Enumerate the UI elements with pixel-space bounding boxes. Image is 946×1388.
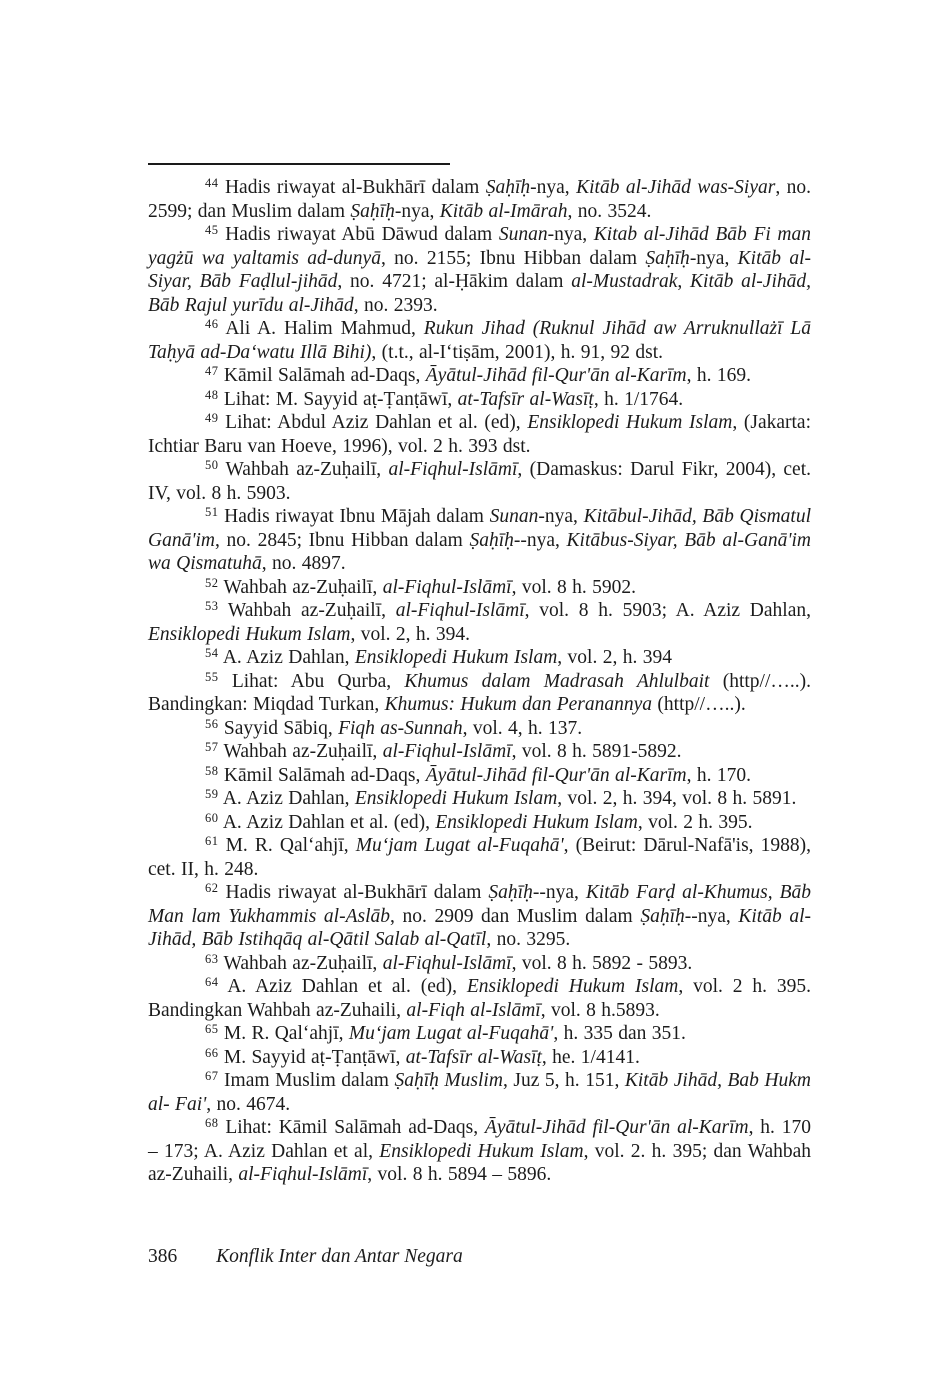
footnote-58 <box>148 764 811 788</box>
footnote-text: , vol. 4, h. 137. <box>462 717 583 739</box>
footnote-text-italic: al-Fiqhul-Islāmī <box>382 576 512 598</box>
footnote-text: , no. 2393. <box>353 294 438 316</box>
footnote-number: 55 <box>205 669 219 684</box>
footnote-number: 64 <box>205 975 219 989</box>
footnote-number: 53 <box>205 599 219 613</box>
footnote-text: , no. 3295. <box>486 929 571 950</box>
footnote-number: 66 <box>205 1045 219 1060</box>
footnote-text: Lihat: Kāmil Salāmah ad-Daqs, <box>225 1117 485 1138</box>
footnote-text: Hadis riwayat Ibnu Mājah dalam <box>224 506 490 527</box>
footnote-67 <box>148 1069 811 1116</box>
footnote-60 <box>148 811 811 835</box>
footnote-text: , no. 2845; Ibnu Hibban dalam <box>215 529 470 551</box>
footnote-text: Hadis riwayat al-Bukhārī dalam <box>224 177 486 198</box>
footnote-text: , vol. 2, h. 394 <box>557 647 672 668</box>
footnote-text: A. Aziz Dahlan, <box>222 647 355 668</box>
footnote-text: -nya, <box>547 224 594 245</box>
footnote-53 <box>148 599 811 646</box>
footnote-text: A. Aziz Dahlan et al. (ed), <box>227 976 467 997</box>
footnote-text-italic: Kitāb Farḍ al-Khumus, Bāb Man lam Yukhammis al-Aslāb <box>148 882 812 927</box>
footnote-text-italic: Ṣaḥīḥ <box>469 529 514 551</box>
footnote-text: A. Aziz Dahlan et al. (ed), <box>222 811 436 833</box>
footnote-section <box>148 163 811 1187</box>
footnote-text: M. R. Qal‘ahjī, <box>225 835 356 856</box>
footnote-number: 58 <box>205 763 219 778</box>
footnote-text-italic: Āyātul-Jihād fil-Qur'ān al-Karīm <box>425 365 687 386</box>
footnote-text: , vol. 8 h.5893. <box>540 999 660 1021</box>
footnotes-list <box>148 176 811 1187</box>
footnote-text: , vol. 2, h. 394, vol. 8 h. 5891. <box>557 788 797 809</box>
footnote-text: Kāmil Salāmah ad-Daqs, <box>223 764 426 786</box>
footnote-text-italic: Ṣaḥīḥ <box>488 882 533 903</box>
footnote-text-italic: Ensiklopedi Hukum Islam <box>527 412 733 433</box>
footnote-55 <box>148 670 811 717</box>
footnote-48 <box>148 388 811 412</box>
footnote-63 <box>148 952 811 976</box>
footnote-number: 46 <box>205 317 219 331</box>
footnote-text-italic: al-Mustadrak <box>571 271 678 292</box>
footnote-text-italic: Ṣaḥīḥ <box>645 247 690 269</box>
footnote-46 <box>148 317 811 364</box>
footnote-text-italic: Kitāb al-Jihād was-Siyar <box>576 177 776 198</box>
footnote-text-italic: al-Fiqh al-Islāmī <box>406 999 541 1021</box>
footnote-text-italic: Āyātul-Jihād fil-Qur'ān al-Karīm <box>484 1117 749 1138</box>
footnote-text-italic: Ṣaḥīḥ <box>640 905 685 927</box>
page-footer <box>148 1245 811 1269</box>
footnote-text: , no. 2155; Ibnu Hibban dalam <box>380 247 646 269</box>
footnote-text: , Juz 5, h. 151, <box>502 1070 625 1091</box>
footnote-56 <box>148 717 811 741</box>
footnote-text-italic: Ensiklopedi Hukum Islam <box>148 623 351 645</box>
footnote-text: , no. 4721; al-Ḥākim dalam <box>337 271 572 292</box>
footnote-text: Lihat: Abu Qurba, <box>231 670 405 692</box>
running-title: Konflik Inter dan Antar Negara <box>216 1246 463 1267</box>
footnote-text-italic: Ensiklopedi Hukum Islam <box>466 976 679 997</box>
footnote-text: , (Jakarta: Ichtiar Baru van Hoeve, 1996), vol. 2 h. 393 dst. <box>148 412 811 457</box>
footnote-text-italic: Khumus dalam Madrasah Ahlulbait <box>404 670 710 692</box>
footnote-text-italic: Kitābul-Jihād, Bāb Qismatul Ganā'im <box>148 506 812 551</box>
footnote-text: Hadis riwayat Abū Dāwud dalam <box>225 224 499 245</box>
footnote-text: , vol. 8 h. 5903; A. Aziz Dahlan, <box>524 600 811 621</box>
footnote-text-italic: al-Fiqhul-Islāmī <box>382 741 512 762</box>
footnote-number: 60 <box>205 810 219 825</box>
footnote-number: 68 <box>205 1116 219 1130</box>
footnote-number: 51 <box>205 505 219 519</box>
footnote-text: , vol. 2, h. 394. <box>350 623 471 645</box>
footnote-text: , no. 2909 dan Muslim dalam <box>390 905 641 927</box>
footnote-text: , no. 2599; dan Muslim dalam <box>148 177 812 222</box>
footnote-text: , (Beirut: Dārul-Nafā'is, 1988), cet. II, h. 248. <box>148 835 812 880</box>
footnote-52 <box>148 576 811 600</box>
footnote-text-italic: al-Fiqhul-Islāmī <box>395 600 525 621</box>
footnote-57 <box>148 740 811 764</box>
footnote-text-italic: Āyātul-Jihād fil-Qur'ān al-Karīm <box>425 764 687 786</box>
footnote-text: --nya, <box>513 529 567 551</box>
footnote-text-italic: Kitāb al-Jihād, Bāb Istihqāq al-Qātil Salab al-Qatīl <box>148 905 811 950</box>
footnote-text: Wahbah az-Zuḥailī, <box>227 600 396 621</box>
footnote-49 <box>148 411 811 458</box>
footnote-text: , h. 335 dan 351. <box>553 1023 686 1044</box>
footnote-text: M. R. Qal‘ahjī, <box>223 1023 349 1044</box>
footnote-text: , vol. 8 h. 5902. <box>511 576 637 598</box>
footnote-text: , h. 170 – 173; A. Aziz Dahlan et al, <box>148 1117 811 1162</box>
footnote-number: 52 <box>205 575 219 590</box>
footnote-text: , he. 1/4141. <box>541 1046 640 1068</box>
footnote-text: , h. 169. <box>686 365 751 386</box>
footnote-text-italic: al-Fiqhul-Islāmī <box>238 1164 368 1185</box>
footnote-text: , no. 3524. <box>567 200 652 222</box>
footnote-text: , no. 4674. <box>206 1093 291 1115</box>
footnote-text: Lihat: Abdul Aziz Dahlan et al. (ed), <box>225 412 528 433</box>
footnote-text: , vol. 2. h. 395; dan Wahbah az-Zuhaili, <box>148 1140 811 1185</box>
footnote-separator-rule <box>148 163 450 165</box>
footnote-text: , h. 1/1764. <box>593 388 684 410</box>
footnote-text: , no. 4897. <box>261 553 346 574</box>
footnote-text: , (t.t., al-I‘tiṣām, 2001), h. 91, 92 dst. <box>371 341 664 363</box>
footnote-62 <box>148 881 811 952</box>
footnote-text-italic: Ensiklopedi Hukum Islam <box>354 788 558 809</box>
footnote-50 <box>148 458 811 505</box>
footnote-text-italic: Khumus: Hukum dan Peranannya <box>384 694 653 715</box>
footnote-text: , vol. 8 h. 5894 – 5896. <box>367 1164 552 1185</box>
footnote-text: (http//…..). <box>652 694 746 715</box>
footnote-text-italic: Kitāb al-Imārah <box>439 200 568 222</box>
footnote-66 <box>148 1046 811 1070</box>
footnote-number: 65 <box>205 1022 219 1036</box>
footnote-number: 47 <box>205 364 219 378</box>
footnote-number: 50 <box>205 458 219 472</box>
footnote-text-italic: Ṣaḥīḥ Muslim <box>394 1070 503 1091</box>
footnote-text: --nya, <box>684 905 739 927</box>
footnote-text-italic: Ensiklopedi Hukum Islam <box>379 1140 584 1162</box>
footnote-text: -nya, <box>689 247 738 269</box>
footnote-text-italic: Mu‘jam Lugat al-Fuqahā' <box>355 835 564 856</box>
footnote-text: Wahbah az-Zuḥailī, <box>223 952 383 974</box>
footnote-text: Imam Muslim dalam <box>224 1070 395 1091</box>
footnote-text: Sayyid Sābiq, <box>223 717 339 739</box>
footnote-text: Lihat: M. Sayyid aṭ-Ṭanṭāwī, <box>223 388 458 410</box>
footnote-text-italic: at-Tafsīr al-Wasīṭ <box>405 1046 542 1068</box>
footnote-text: -nya, <box>538 506 584 527</box>
footnote-45 <box>148 223 811 317</box>
footnote-text: -nya, <box>530 177 577 198</box>
page-number: 386 <box>148 1246 178 1267</box>
footnote-51 <box>148 505 811 576</box>
footnote-text-italic: Sunan <box>498 224 548 245</box>
footnote-text: Wahbah az-Zuḥailī, <box>223 741 383 762</box>
footnote-text: Kāmil Salāmah ad-Daqs, <box>223 365 426 386</box>
footnote-text: , h. 170. <box>686 764 751 786</box>
footnote-59 <box>148 787 811 811</box>
footnote-text-italic: Kitābus-Siyar, Bāb al-Ganā'im wa Qismatuhā <box>148 529 811 574</box>
footnote-number: 48 <box>205 387 219 402</box>
footnote-number: 45 <box>205 223 219 237</box>
footnote-number: 59 <box>205 787 219 801</box>
footnote-65 <box>148 1022 811 1046</box>
footnote-text: -nya, <box>394 200 440 222</box>
footnote-text-italic: Ṣaḥīḥ <box>485 177 531 198</box>
footnote-number: 49 <box>205 411 219 425</box>
footnote-text: , vol. 8 h. 5891-5892. <box>511 741 682 762</box>
footnote-text-italic: Mu‘jam Lugat al-Fuqahā' <box>348 1023 554 1044</box>
footnote-text-italic: Rukun Jihad (Ruknul Jihād aw Arruknullażī Lā Taḥyā ad-Da‘watu Illā Bihi) <box>148 318 812 363</box>
footnote-number: 56 <box>205 716 219 731</box>
footnote-text: , vol. 2 h. 395. Bandingkan Wahbah az-Zuhaili, <box>148 976 811 1021</box>
footnote-text-italic: Ensiklopedi Hukum Islam <box>435 811 638 833</box>
footnote-text: A. Aziz Dahlan, <box>222 788 355 809</box>
footnote-text-italic: Ensiklopedi Hukum Islam <box>354 647 558 668</box>
footnote-text-italic: at-Tafsīr al-Wasīṭ <box>457 388 594 410</box>
footnote-text: , vol. 8 h. 5892 - 5893. <box>511 952 693 974</box>
footnote-text: , vol. 2 h. 395. <box>637 811 753 833</box>
footnote-text: Wahbah az-Zuḥailī, <box>223 576 383 598</box>
footnote-text: , <box>677 271 691 292</box>
footnote-text-italic: Kitāb al-Siyar, Bāb Faḍlul-jihād <box>148 247 812 292</box>
footnote-text: M. Sayyid aṭ-Ṭanṭāwī, <box>223 1046 406 1068</box>
footnote-text: (http//…..). Bandingkan: Miqdad Turkan, <box>148 670 812 715</box>
footnote-text-italic: Kitāb Jihād, Bab Hukm al- Fai' <box>148 1070 812 1115</box>
footnote-64 <box>148 975 811 1022</box>
footnote-text: --nya, <box>532 882 586 903</box>
footnote-text: , (Damaskus: Darul Fikr, 2004), cet. IV, vol. 8 h. 5903. <box>148 459 811 504</box>
footnote-text-italic: Fiqh as-Sunnah <box>338 717 463 739</box>
footnote-number: 54 <box>205 646 219 660</box>
footnote-44 <box>148 176 811 223</box>
footnote-54 <box>148 646 811 670</box>
footnote-text: Wahbah az-Zuḥailī, <box>225 459 389 480</box>
footnote-number: 67 <box>205 1069 219 1083</box>
footnote-text-italic: al-Fiqhul-Islāmī <box>382 952 512 974</box>
footnote-text: Ali A. Halim Mahmud, <box>225 318 424 339</box>
footnote-text: Hadis riwayat al-Bukhārī dalam <box>225 882 489 903</box>
footnote-number: 44 <box>205 176 219 190</box>
footnote-68 <box>148 1116 811 1187</box>
footnote-number: 62 <box>205 881 219 895</box>
footnote-61 <box>148 834 811 881</box>
footnote-text-italic: Ṣaḥīḥ <box>350 200 395 222</box>
footnote-number: 61 <box>205 834 219 848</box>
footnote-text-italic: Kitab al-Jihād Bāb Fi man yagżū wa yaltamis ad-dunyā <box>148 224 812 269</box>
footnote-number: 63 <box>205 951 219 966</box>
footnote-47 <box>148 364 811 388</box>
footnote-text-italic: al-Fiqhul-Islāmī <box>388 459 518 480</box>
footnote-text-italic: Kitāb al-Jihād, Bāb Rajul yurīdu al-Jihād <box>148 271 812 316</box>
footnote-text-italic: Sunan <box>489 506 539 527</box>
footnote-number: 57 <box>205 740 219 754</box>
